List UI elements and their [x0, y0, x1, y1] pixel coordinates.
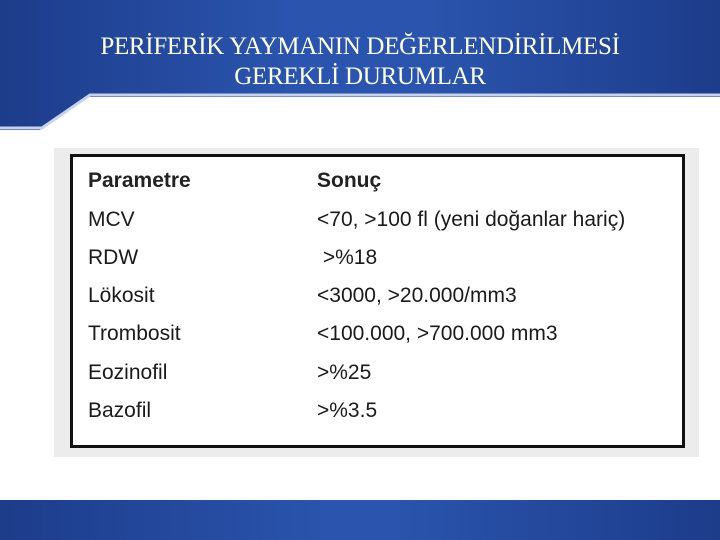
row-parameter: RDW	[88, 246, 139, 269]
table-row	[73, 355, 682, 393]
row-result: <3000, >20.000/mm3	[317, 284, 517, 307]
row-parameter: Eozinofil	[88, 361, 168, 384]
row-parameter: Bazofil	[88, 399, 152, 422]
row-parameter: Lökosit	[88, 284, 155, 307]
slide-title	[0, 32, 720, 92]
slide-title-line-1: PERİFERİK YAYMANIN DEĞERLENDİRİLMESİ	[100, 33, 620, 60]
row-result: <70, >100 fl (yeni doğanlar hariç)	[317, 208, 626, 231]
header-white-wedge	[0, 97, 720, 132]
slide-title-line-2: GEREKLİ DURUMLAR	[234, 63, 486, 90]
table-row	[73, 202, 682, 240]
table-row	[73, 316, 682, 354]
table-row	[73, 278, 682, 316]
table-row	[73, 240, 682, 278]
row-parameter: Trombosit	[88, 322, 181, 345]
row-result: >%18	[317, 246, 378, 269]
header-result: Sonuç	[317, 169, 382, 192]
header-parameter: Parametre	[88, 169, 191, 192]
table-row	[73, 393, 682, 431]
row-parameter: MCV	[88, 208, 135, 231]
table-image-frame	[54, 148, 699, 457]
parameters-table	[70, 154, 685, 448]
table-header-row	[73, 163, 682, 201]
row-result: >%3.5	[317, 399, 378, 422]
slide-header-band	[0, 0, 720, 132]
slide-footer-band	[0, 500, 720, 540]
row-result: <100.000, >700.000 mm3	[317, 322, 558, 345]
row-result: >%25	[317, 361, 372, 384]
